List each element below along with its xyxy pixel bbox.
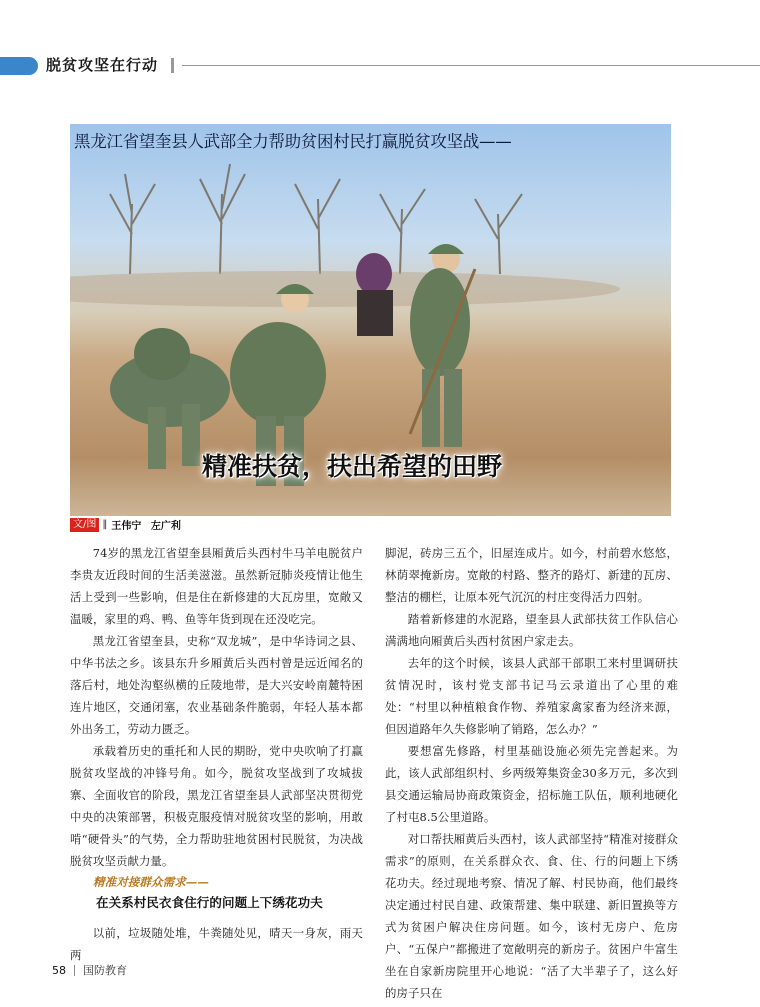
right-column [385,542,678,1004]
section-kicker: 精准对接群众需求—— [93,875,209,889]
page-number: 58 [52,963,66,977]
publication-name: 国防教育 [83,964,127,977]
left-column [70,542,363,966]
paragraph: 以前，垃圾随处堆，牛粪随处见，晴天一身灰，雨天两 [70,926,363,962]
byline-authors: 王伟宁 左广利 [111,521,181,532]
section-title-divider [171,58,174,73]
page-footer [52,962,127,978]
paragraph: 黑龙江省望奎县，史称“双龙城”，是中华诗词之县、中华书法之乡。该县东升乡厢黄后头西村曾是远近闻名的落后村，地处沟壑纵横的丘陵地带，是大兴安岭南麓特困连片地区，交通闭塞，农业基础条件脆弱，年轻人基本都外出务工，劳动力匮乏。 [70,634,363,736]
paragraph-continued: 脚泥，砖房三五个，旧屋连成片。如今，村前碧水悠悠，林荫翠掩新房。宽敞的村路、整齐的路灯、新建的瓦房、整洁的棚栏，让原本死气沉沉的村庄变得活力四射。 [385,546,678,604]
footer-divider [74,965,75,976]
byline-tag: 文/图 [70,518,99,532]
article-title: 精准扶贫，扶出希望的田野 [202,452,503,481]
byline [70,517,181,532]
paragraph: 要想富先修路，村里基础设施必须先完善起来。为此，该人武部组织村、乡两级筹集资金30多万元，多次到县交通运输局协商政策资金，招标施工队伍，顺利地硬化了村屯8.5公里道路。 [385,744,678,824]
paragraph: 承载着历史的重托和人民的期盼，党中央吹响了打赢脱贫攻坚战的冲锋号角。如今，脱贫攻坚战到了攻城拔寨、全面收官的阶段，黑龙江省望奎县人武部坚决贯彻党中央的决策部署，积极克服疫情对脱贫攻坚的影响，用敢啃“硬骨头”的气势，全力帮助驻地贫困村民脱贫，为决战脱贫攻坚贡献力量。 [70,744,363,868]
section-header-bar [0,57,38,75]
paragraph: 对口帮扶厢黄后头西村，该人武部坚持“精准对接群众需求”的原则，在关系群众衣、食、住、行的问题上下绣花功夫。经过现地考察、情况了解、村民协商，他们最终决定通过村民自建、政策帮建、集中联建、新旧置换等方式为贫困户解决住房问题。如今，该村无房户、危房户、“五保户”都搬进了宽敞明亮的新房子。贫困户牛富生坐在自家新房院里开心地说：“活了大半辈子了，这么好的房子只在 [385,832,679,1000]
section-title: 脱贫攻坚在行动 [46,56,159,74]
photo-subtitle: 黑龙江省望奎县人武部全力帮助贫困村民打赢脱贫攻坚战—— [74,132,512,151]
byline-separator: ‖ [102,519,108,530]
article-photo [70,124,671,516]
paragraph: 74岁的黑龙江省望奎县厢黄后头西村牛马羊电脱贫户李贵友近段时间的生活美滋滋。虽然新冠肺炎疫情让他生活上受到一些影响，但是住在新修建的大瓦房里，宽敞又温暖，家里的鸡、鸭、鱼等年货到现在还没吃完。 [70,546,363,626]
section-header-rule [182,65,760,66]
paragraph: 踏着新修建的水泥路，望奎县人武部扶贫工作队信心满满地向厢黄后头西村贫困户家走去。 [385,612,678,648]
section-heading: 在关系村民衣食住行的问题上下绣花功夫 [96,895,323,910]
paragraph: 去年的这个时候，该县人武部干部职工来村里调研扶贫情况时，该村党支部书记马云录道出了心里的难处：“村里以种植粮食作物、养殖家禽家畜为经济来源，但因道路年久失修影响了销路，怎么办？” [385,656,678,736]
